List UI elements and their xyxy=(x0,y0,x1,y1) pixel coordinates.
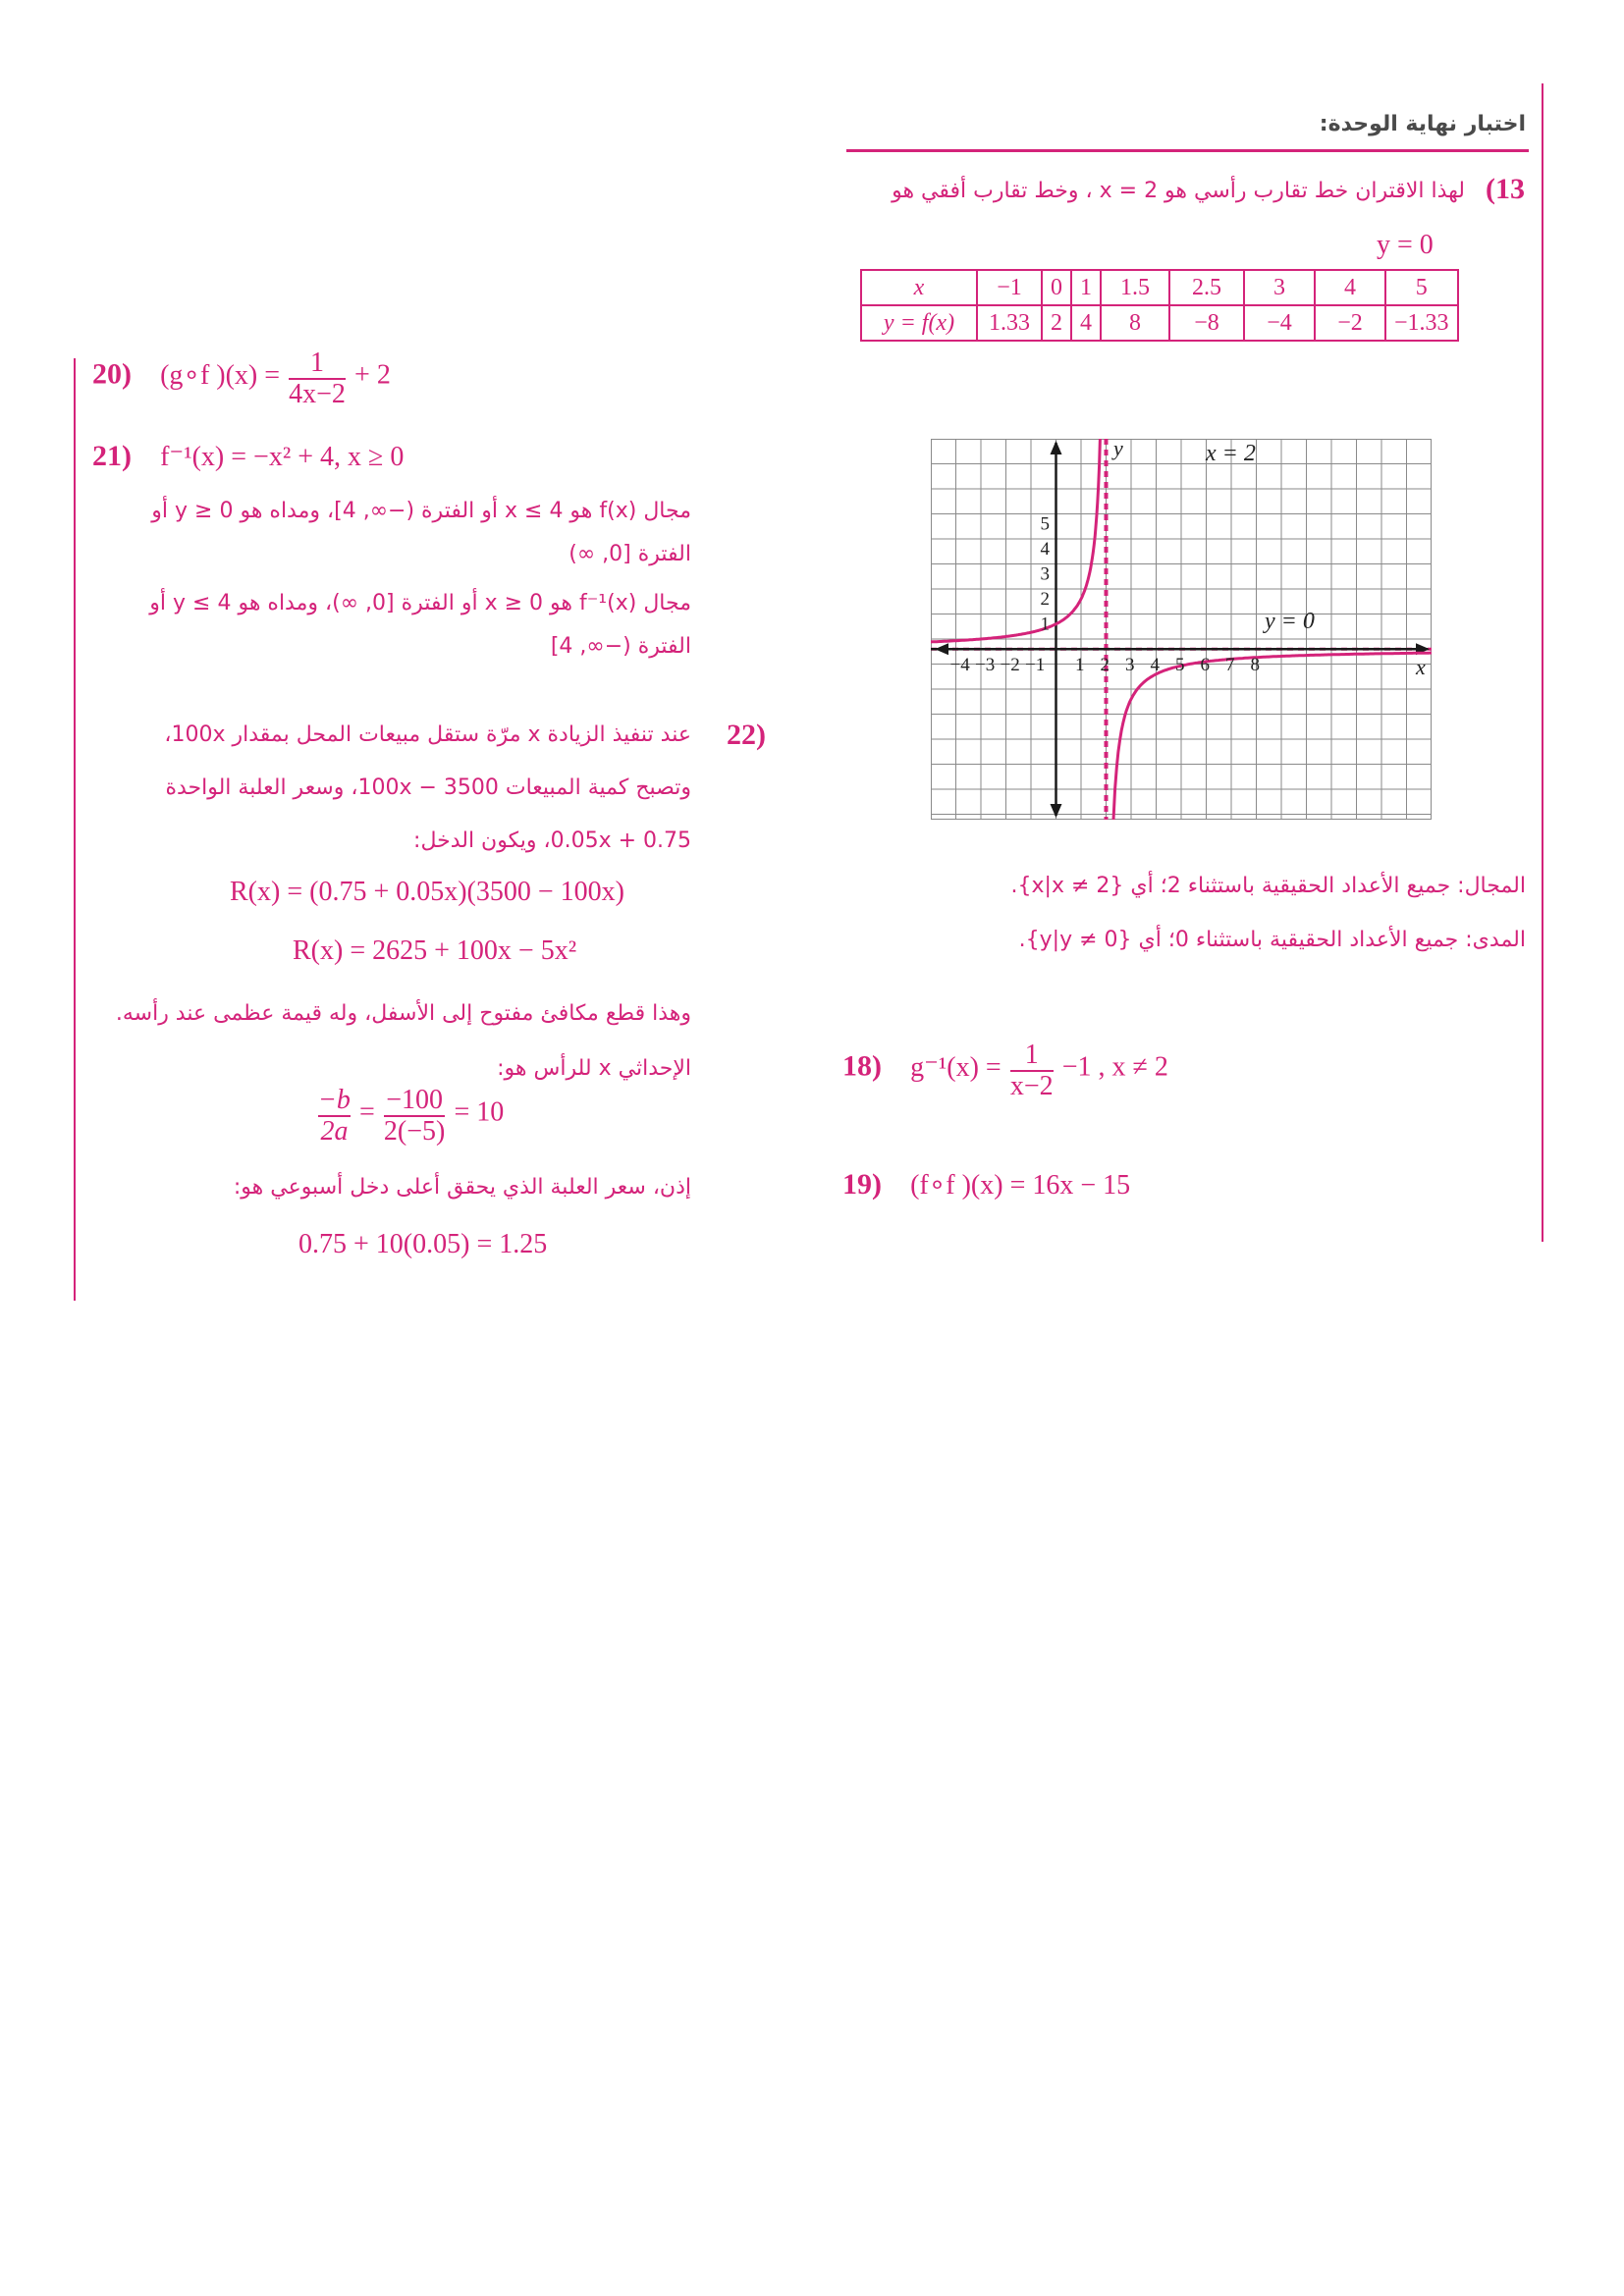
graph-svg xyxy=(931,439,1432,820)
q22-line2: وتصبح كمية المبيعات 100x − 3500، وسعر العلبة الواحدة xyxy=(165,775,691,800)
q21-line1: مجال f(x) هو x ≤ 4 أو الفترة (−∞, 4]، ومداه هو y ≥ 0 أو xyxy=(151,499,691,523)
q22-frac2 xyxy=(384,1086,445,1147)
x-tick-label: −3 xyxy=(975,655,996,676)
left-column-rule xyxy=(74,358,76,1301)
asymptote-x2-label: x = 2 xyxy=(1206,441,1256,466)
q19-number: 19) xyxy=(842,1168,882,1201)
q21-number: 21) xyxy=(92,440,132,472)
q18 xyxy=(842,1041,1168,1101)
q13-text: لهذا الاقتران خط تقارب رأسي هو 2 = x ، وخط تقارب أفقي هو xyxy=(892,179,1465,203)
table-cell: 2.5 xyxy=(1169,270,1244,305)
q19 xyxy=(842,1168,1130,1201)
q22-frac1 xyxy=(318,1086,351,1147)
section-title: اختبار نهاية الوحدة: xyxy=(1319,112,1526,136)
x-tick-label: −2 xyxy=(1000,655,1020,676)
x-tick-label: 5 xyxy=(1175,655,1185,676)
y-axis-arrow xyxy=(1051,441,1062,454)
x-tick-label: −1 xyxy=(1025,655,1046,676)
q21-expr: f⁻¹(x) = −x² + 4, x ≥ 0 xyxy=(160,442,405,472)
table-cell: 8 xyxy=(1101,305,1169,341)
q13-table xyxy=(860,269,1459,342)
q22-number: 22) xyxy=(727,719,766,751)
table-cell: 4 xyxy=(1071,305,1101,341)
q20-number: 20) xyxy=(92,357,132,391)
asymptote-y0-label: y = 0 xyxy=(1265,609,1315,634)
table-cell: 3 xyxy=(1244,270,1315,305)
q22-frac2-den: 2(−5) xyxy=(383,1116,446,1147)
q13-domain: المجال: جميع الأعداد الحقيقية باستثناء 2؛ أي {x|x ≠ 2}. xyxy=(1010,874,1526,898)
table-cell: 5 xyxy=(1385,270,1458,305)
q13-text2: y = 0 xyxy=(1377,230,1434,260)
q21 xyxy=(92,440,404,473)
x-tick-label: 1 xyxy=(1075,655,1085,676)
table-cell: −1 xyxy=(977,270,1042,305)
q22-equals: = xyxy=(359,1096,375,1128)
right-margin-rule xyxy=(1542,83,1543,1242)
q20-lhs: (g∘f )(x) = xyxy=(160,359,281,391)
q22-eq2: R(x) = 2625 + 100x − 5x² xyxy=(293,935,577,966)
q20-rhs: + 2 xyxy=(354,359,391,391)
y-tick-label: 5 xyxy=(1040,513,1050,535)
q22-vertex-fraction xyxy=(314,1086,504,1147)
q22-frac1-num: −b xyxy=(318,1085,351,1115)
q13-number: 13) xyxy=(1486,173,1525,205)
q18-rhs: −1 , x ≠ 2 xyxy=(1061,1051,1168,1083)
table-row-y xyxy=(861,305,1458,341)
q13-range: المدى: جميع الأعداد الحقيقية باستثناء 0؛ أي {y|y ≠ 0}. xyxy=(1018,928,1526,952)
y-tick-label: 4 xyxy=(1040,539,1050,561)
q22-eq3: 0.75 + 10(0.05) = 1.25 xyxy=(298,1229,548,1259)
q19-expr: (f∘f )(x) = 16x − 15 xyxy=(910,1170,1131,1201)
y-tick-label: 3 xyxy=(1040,563,1050,585)
y-axis-arrow-down xyxy=(1051,804,1062,818)
table-cell: −8 xyxy=(1169,305,1244,341)
q20-num: 1 xyxy=(310,347,325,378)
axis-x-label: x xyxy=(1416,655,1426,679)
q22-frac-result: = 10 xyxy=(454,1096,505,1128)
table-cell: 1.33 xyxy=(977,305,1042,341)
table-cell: −1.33 xyxy=(1385,305,1458,341)
q21-line2: الفترة [0, ∞) xyxy=(568,542,691,566)
graph-grid xyxy=(931,439,1432,820)
table-cell: 1 xyxy=(1071,270,1101,305)
q20-den: 4x−2 xyxy=(289,379,346,409)
x-tick-label: 6 xyxy=(1200,655,1210,676)
q22-frac2-num: −100 xyxy=(386,1085,444,1115)
q20 xyxy=(92,348,391,409)
q22-line4: وهذا قطع مكافئ مفتوح إلى الأسفل، وله قيمة عظمى عند رأسه. xyxy=(115,1001,691,1026)
q20-fraction xyxy=(289,348,346,409)
q22-line5: الإحداثي x للرأس هو: xyxy=(497,1056,691,1081)
q18-fraction xyxy=(1010,1041,1054,1101)
table-header-y: y = f(x) xyxy=(861,305,977,341)
table-header-x: x xyxy=(861,270,977,305)
table-cell: 2 xyxy=(1042,305,1071,341)
x-tick-label: 8 xyxy=(1250,655,1260,676)
rational-function-graph xyxy=(931,439,1432,820)
q21-line3: مجال f⁻¹(x) هو x ≥ 0 أو الفترة [0, ∞)، ومداه هو y ≤ 4 أو xyxy=(149,591,691,615)
x-tick-label: −4 xyxy=(949,655,970,676)
table-cell: 4 xyxy=(1315,270,1385,305)
q18-lhs: g⁻¹(x) = xyxy=(910,1051,1001,1083)
x-tick-label: 2 xyxy=(1100,655,1110,676)
x-tick-label: 3 xyxy=(1125,655,1135,676)
q22-line1: عند تنفيذ الزيادة x مرّة ستقل مبيعات المحل بمقدار 100x، xyxy=(164,722,691,747)
x-tick-label: 4 xyxy=(1150,655,1160,676)
q22-frac1-den: 2a xyxy=(318,1115,351,1147)
q22-line6: إذن، سعر العلبة الذي يحقق أعلى دخل أسبوعي هو: xyxy=(233,1175,691,1200)
q18-number: 18) xyxy=(842,1049,882,1083)
y-tick-label: 1 xyxy=(1040,614,1050,635)
q22-line3: 0.75 + 0.05x، ويكون الدخل: xyxy=(413,828,691,853)
q22-eq1: R(x) = (0.75 + 0.05x)(3500 − 100x) xyxy=(230,877,624,907)
table-cell: 0 xyxy=(1042,270,1071,305)
table-cell: 1.5 xyxy=(1101,270,1169,305)
header-underline xyxy=(846,149,1529,152)
q21-line4: الفترة (−∞, 4] xyxy=(550,634,691,659)
q18-den: x−2 xyxy=(1009,1071,1054,1101)
y-tick-label: 2 xyxy=(1040,589,1050,611)
table-cell: −2 xyxy=(1315,305,1385,341)
axis-y-label: y xyxy=(1113,439,1123,460)
table-cell: −4 xyxy=(1244,305,1315,341)
q18-num: 1 xyxy=(1024,1040,1039,1070)
table-row-x xyxy=(861,270,1458,305)
x-tick-label: 7 xyxy=(1225,655,1235,676)
curve-right-branch xyxy=(1113,653,1432,820)
x-axis-arrow-left xyxy=(935,643,948,655)
